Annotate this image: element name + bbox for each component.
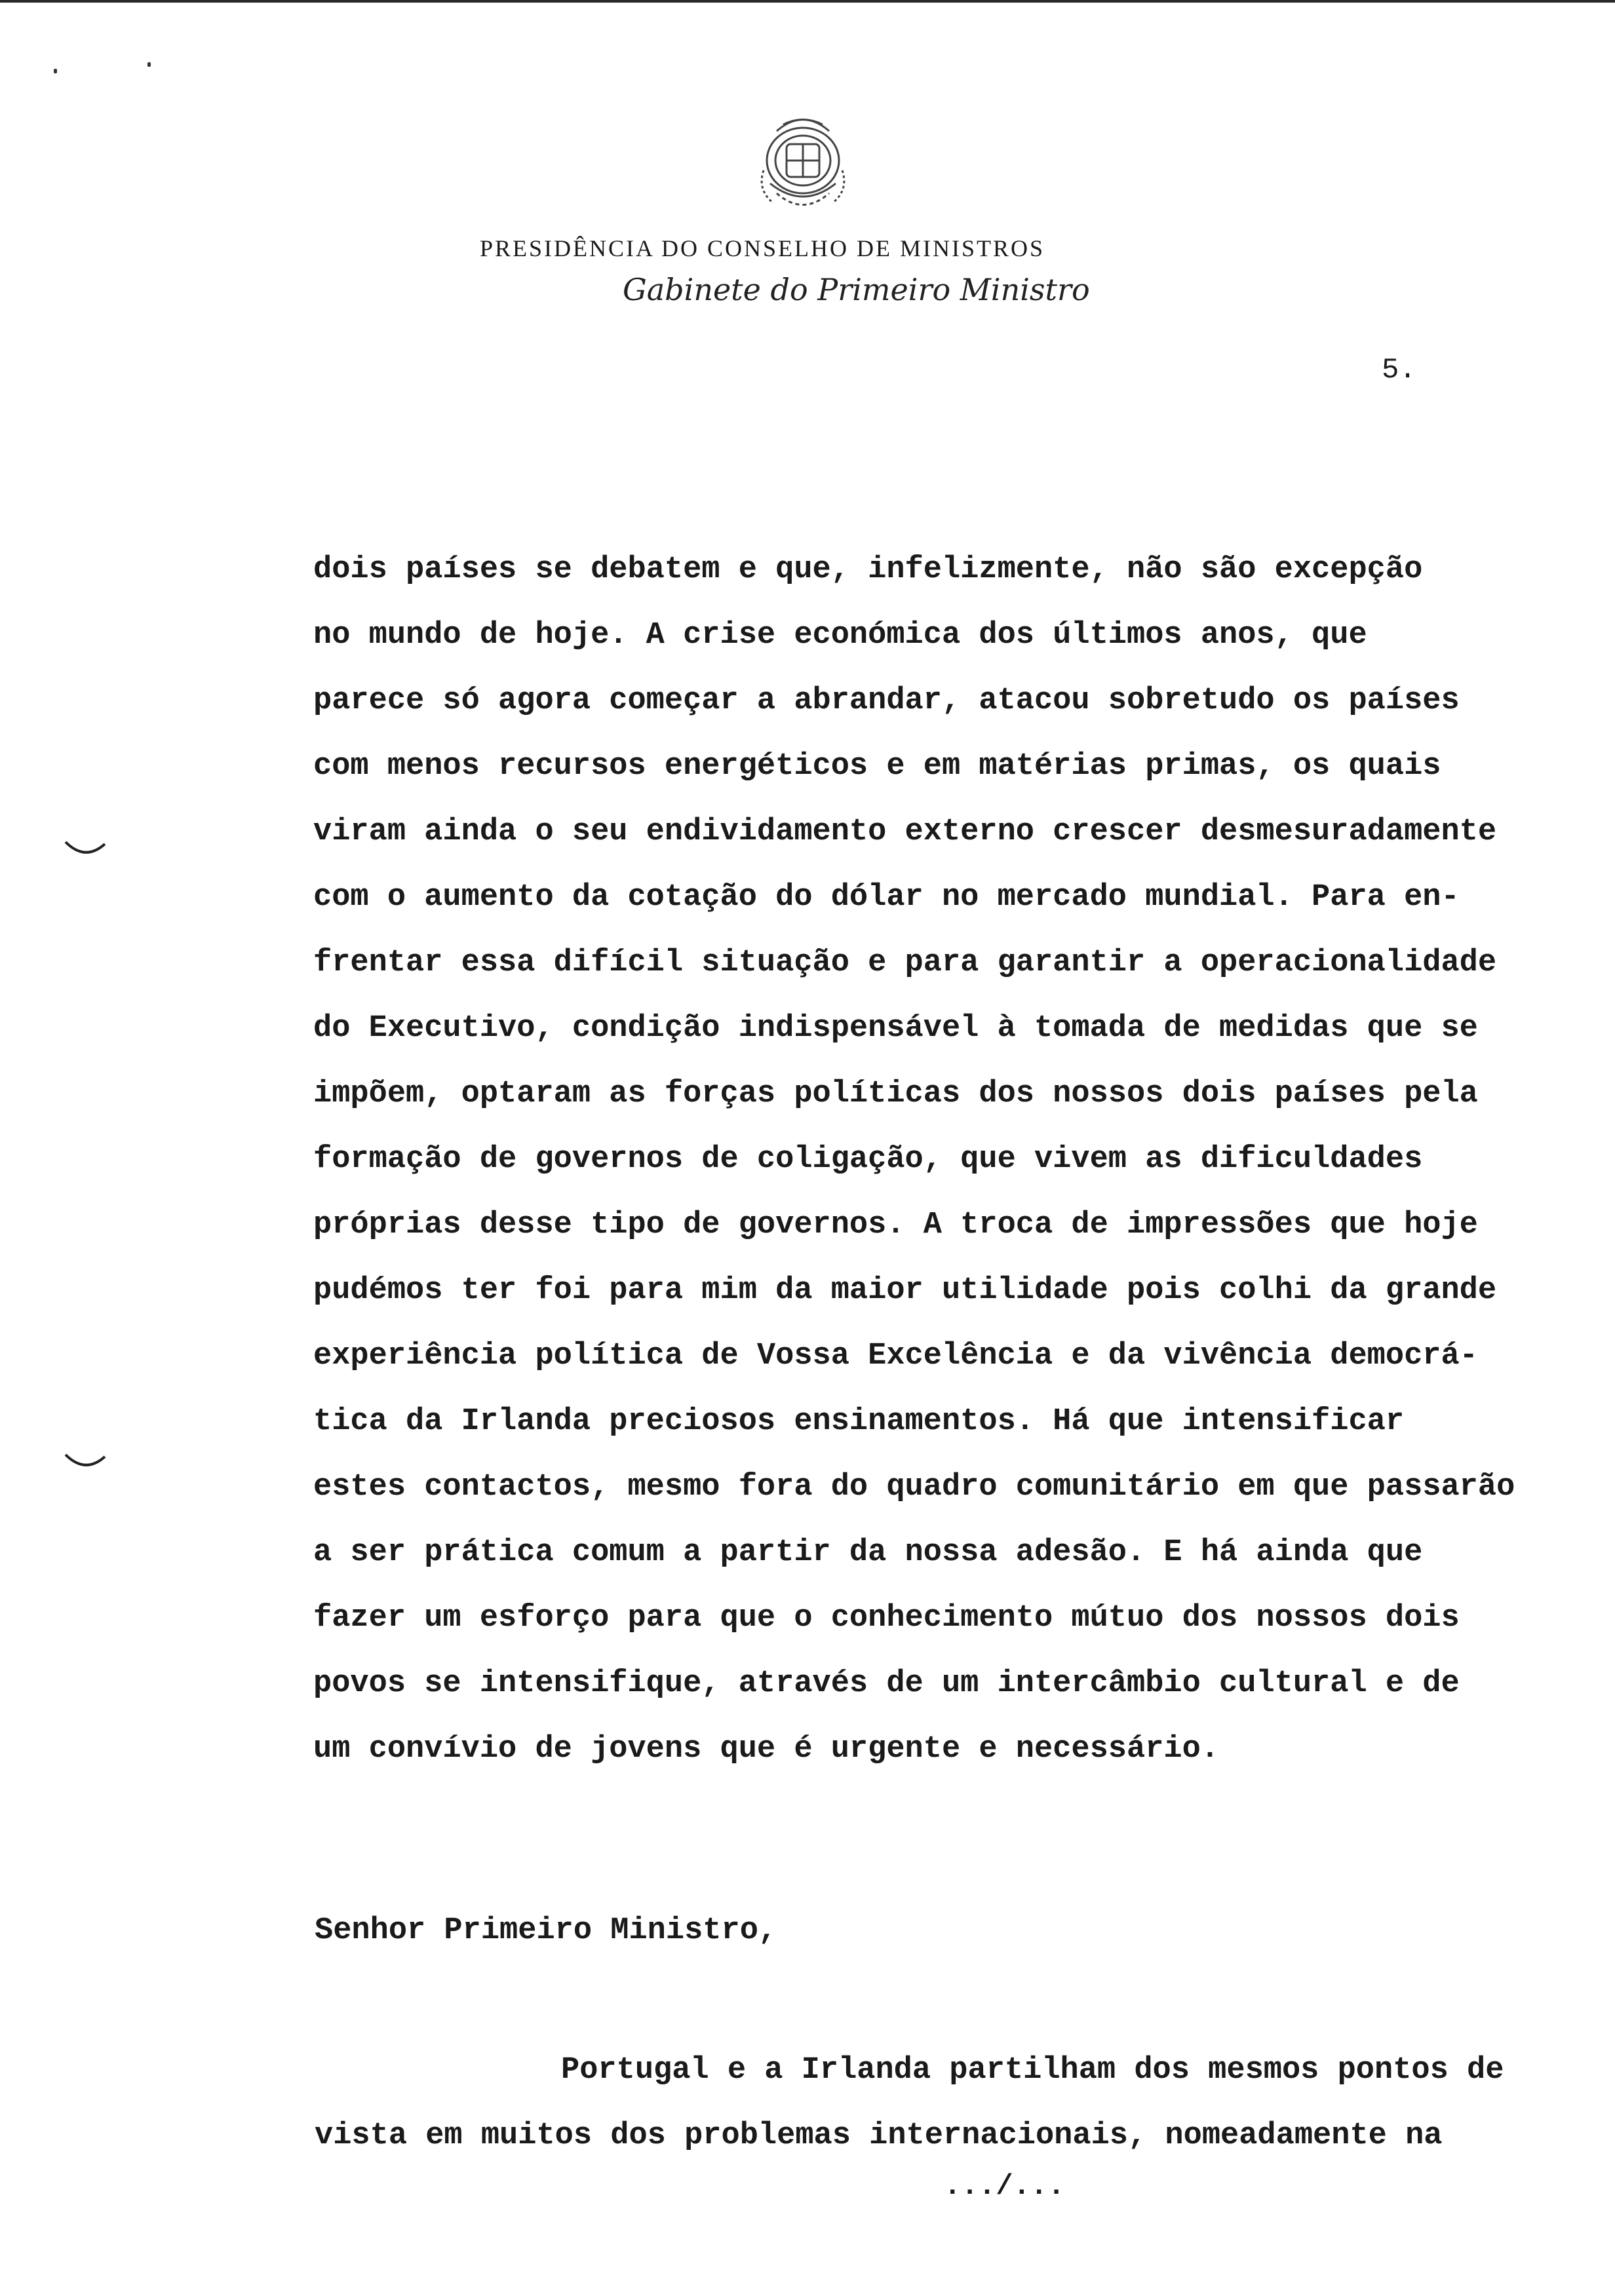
institution-heading: PRESIDÊNCIA DO CONSELHO DE MINISTROS [480,235,1045,261]
text-line: dois países se debatem e que, infelizmente, não são excepção [313,552,1423,587]
text-line: próprias desse tipo de governos. A troca de impressões que hoje [313,1208,1478,1242]
text-line: estes contactos, mesmo fora do quadro comunitário em que passarão [313,1470,1515,1504]
text-line: impõem, optaram as forças políticas dos nossos dois países pela [313,1077,1478,1111]
text-line: viram ainda o seu endividamento externo crescer desmesuradamente [313,814,1497,849]
text-line: frentar essa difícil situação e para garantir a operacionalidade [313,946,1497,980]
second-paragraph [315,2038,1599,2169]
text-line: experiência política de Vossa Excelência e da vivência democrá- [313,1339,1478,1373]
text-line: parece só agora começar a abrandar, atacou sobretudo os países [313,683,1460,718]
text-line: com o aumento da cotação do dólar no mercado mundial. Para en- [313,880,1460,915]
text-line: vista em muitos dos problemas internacionais, nomeadamente na [315,2118,1443,2153]
scan-speck [147,62,151,67]
top-border-line [0,0,1615,3]
text-line: a ser prática comum a partir da nossa adesão. E há ainda que [313,1535,1423,1570]
text-line: um convívio de jovens que é urgente e necessário. [313,1732,1220,1767]
scan-speck [54,69,57,73]
text-line: do Executivo, condição indispensável à tomada de medidas que se [313,1011,1478,1046]
text-line: formação de governos de coligação, que vivem as dificuldades [313,1142,1423,1177]
text-line: com menos recursos energéticos e em matérias primas, os quais [313,749,1441,784]
page-number: 5. [1382,354,1416,387]
text-line: Portugal e a Irlanda partilham dos mesmos pontos de [561,2053,1504,2088]
continuation-mark: .../... [944,2170,1065,2203]
text-line: pudémos ter foi para mim da maior utilidade pois colhi da grande [313,1273,1497,1308]
salutation: Senhor Primeiro Ministro, [315,1913,777,1948]
coat-of-arms-icon [737,105,868,229]
body-paragraph [313,537,1598,1782]
office-subheading: Gabinete do Primeiro Ministro [623,272,1090,307]
margin-mark-icon [62,1451,108,1471]
text-line: fazer um esforço para que o conhecimento mútuo dos nossos dois [313,1601,1460,1636]
text-line: no mundo de hoje. A crise económica dos últimos anos, que [313,618,1367,653]
text-line: tica da Irlanda preciosos ensinamentos. Há que intensificar [313,1404,1405,1439]
text-line: povos se intensifique, através de um intercâmbio cultural e de [313,1666,1460,1701]
margin-mark-icon [62,839,108,858]
